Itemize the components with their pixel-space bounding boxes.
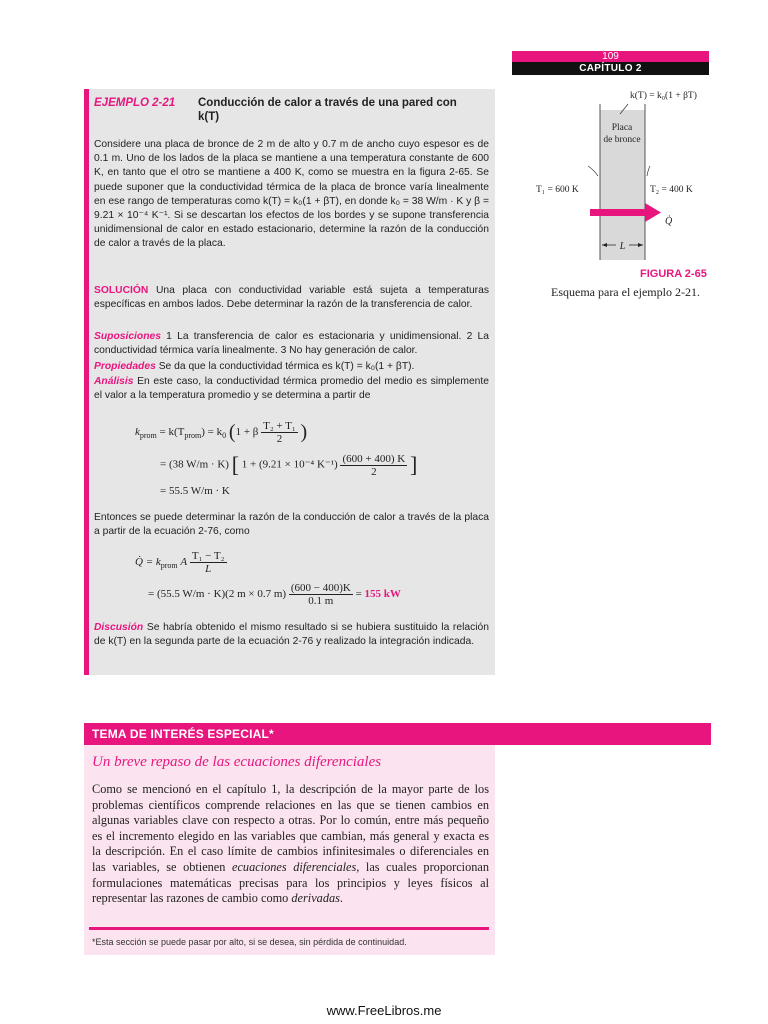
- q-dot-label: Q̇: [665, 216, 673, 227]
- discussion-paragraph: [94, 621, 489, 649]
- equation-q-line2: = (55.5 W/m · K)(2 m × 0.7 m) $\frac{(600 - 400)K}{0.1 m}$ = 155 kW: [148, 582, 401, 607]
- equation-kprom-line1: $k_{prom} = k(T_{prom}) = k_0$ (1 + β $\frac{\text{T₂ + T₁}}{2}$ ): [135, 420, 308, 445]
- solution-label: SOLUCIÓN: [94, 285, 149, 296]
- equation-kprom-line2: = (38 W/m · K) [ 1 + (9.21 × 10⁻⁴ K⁻¹) $\frac{(600 + 400) K}{2}$ ]: [160, 452, 418, 478]
- page-number: 109: [512, 51, 709, 62]
- properties-paragraph: [94, 360, 489, 374]
- example-label: EJEMPLO 2-21: [94, 97, 176, 109]
- example-statement: Considere una placa de bronce de 2 m de alto y 0.7 m de ancho cuyo espesor es de 0.1 m. Uno de los lados de la placa se mantiene a una temperatura constante de 600 K, en tanto que el otro se mantiene a 400 K, como se muestra en la figura 2-65. Se puede suponer que la conductividad térmica de la placa de bronce varía linealmente en ese rango de temperaturas como k(T) = k₀(1 + βT), en donde k₀ = 38 W/m · K y β = 9.21 × 10⁻⁴ K⁻¹. Si se descartan los efectos de los bordes y se supone transferencia unidimensional de calor en estado estacionario, determine la razón de la conducción de calor a través de la placa.: [94, 139, 489, 250]
- assumptions-label: Suposiciones: [94, 331, 161, 342]
- figure-formula: k(T) = k₀(1 + βT): [630, 91, 697, 101]
- properties-label: Propiedades: [94, 361, 156, 372]
- heat-arrow-shaft: [590, 209, 645, 216]
- figure-caption: Esquema para el ejemplo 2-21.: [551, 285, 700, 299]
- special-topic-body: Como se mencionó en el capítulo 1, la descripción de la mayor parte de los problemas científicos comprende relaciones en las que se tienen cambios en algunas variables clave con respecto a otras. Por lo común, entre más pequeño es el incremento elegido en las variables que cambian, más general y exacta es la descripción. En el caso límite de cambios infinitesimales o diferenciales en las variables, se obtienen ecuaciones diferenciales, las cuales proporcionan formulaciones matemáticas precisas para los principios y leyes físicos al representar las razones de cambio como derivadas.: [92, 782, 489, 906]
- t1-leader: [588, 166, 598, 176]
- solution-paragraph: [94, 284, 489, 312]
- special-topic-subtitle: Un breve repaso de las ecuaciones diferenciales: [92, 754, 382, 770]
- transition-text: Entonces se puede determinar la razón de la conducción de calor a través de la placa a partir de la ecuación 2-76, como: [94, 512, 489, 538]
- analysis-label: Análisis: [94, 376, 134, 387]
- result-value: 155 kW: [364, 588, 401, 601]
- t1-label: T₁ = 600 K: [536, 185, 579, 195]
- t2-leader: [647, 166, 650, 176]
- special-topic-title: TEMA DE INTERÉS ESPECIAL*: [92, 727, 274, 741]
- plate-label-line2: de bronce: [603, 135, 641, 145]
- solution-text: Una placa con conductividad variable está sujeta a temperaturas específicas en ambos lados. Debe determinar la razón de la transferencia de calor.: [94, 285, 489, 311]
- chapter-header: CAPÍTULO 2: [512, 62, 709, 75]
- example-accent-bar: [84, 89, 89, 675]
- figure-label: FIGURA 2-65: [640, 268, 707, 280]
- analysis-text: En este caso, la conductividad térmica promedio del medio es simplemente el valor a la temperatura promedio y se determina a partir de: [94, 376, 489, 402]
- plate-label-line1: Placa: [611, 123, 633, 133]
- heat-arrow-head: [645, 203, 661, 222]
- figure-diagram: [528, 84, 728, 266]
- analysis-paragraph: [94, 375, 489, 403]
- discussion-text: Se habría obtenido el mismo resultado si se hubiera sustituido la relación de k(T) en la segunda parte de la ecuación 2-76 y realizado la integración indicada.: [94, 622, 489, 648]
- assumptions-text: 1 La transferencia de calor es estacionaria y unidimensional. 2 La conductividad térmica varía linealmente. 3 No hay generación de calor.: [94, 331, 489, 357]
- t2-label: T₂ = 400 K: [650, 185, 693, 195]
- thickness-label: L: [619, 241, 626, 252]
- example-title: Conducción de calor a través de una pared con k(T): [198, 97, 457, 123]
- footnote: *Esta sección se puede pasar por alto, si se desea, sin pérdida de continuidad.: [92, 937, 407, 947]
- equation-kprom-line3: = 55.5 W/m · K: [160, 485, 230, 497]
- discussion-label: Discusión: [94, 622, 144, 633]
- assumptions-paragraph: [94, 330, 489, 358]
- equation-q-line1: Q̇ = $k_{prom}$ A $\frac{\text{T₁ − T₂}}{L}$: [135, 550, 225, 575]
- footer-url: www.FreeLibros.me: [326, 1003, 442, 1018]
- properties-text: Se da que la conductividad térmica es k(T) = k₀(1 + βT).: [158, 361, 415, 372]
- footnote-divider: [89, 927, 489, 930]
